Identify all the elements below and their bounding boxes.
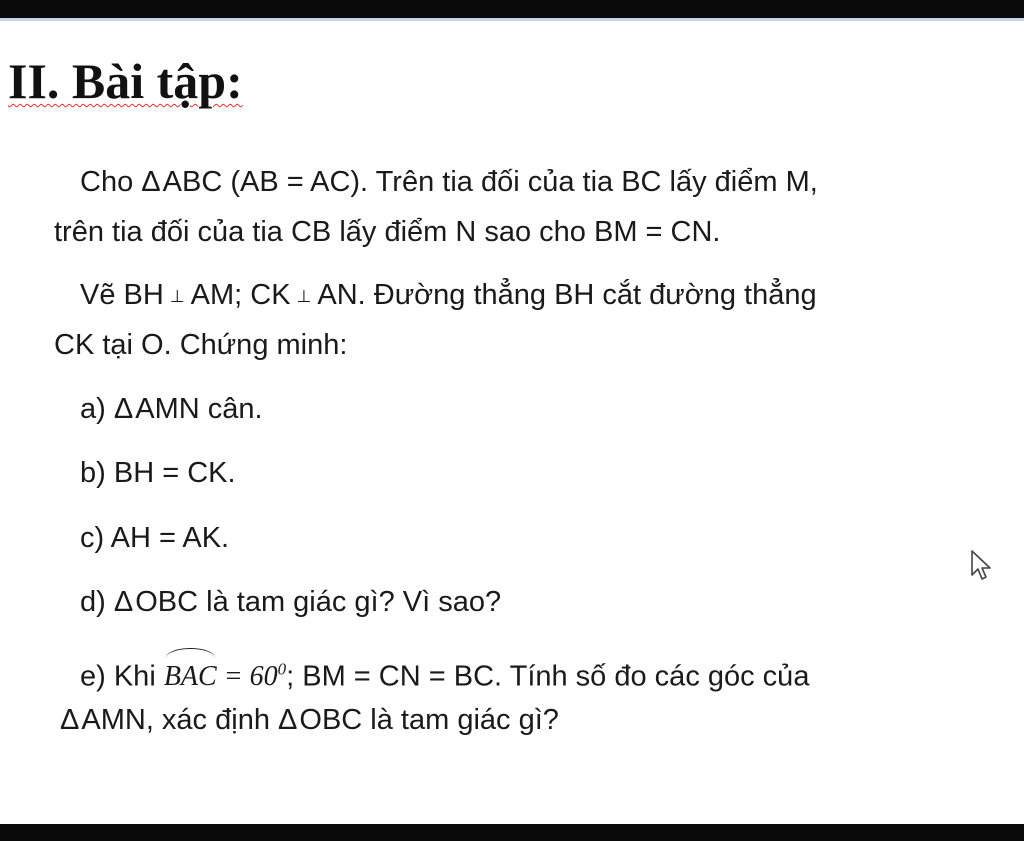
item-e-label: e) Khi	[80, 660, 156, 693]
triangle-symbol: Δ	[113, 586, 134, 618]
intro-text-b: ABC (AB = AC). Trên tia đối của tia BC lấy điểm M,	[162, 166, 818, 198]
degree-superscript: 0	[277, 660, 287, 679]
item-e-text-a: ; BM = CN = BC. Tính số đo các góc của	[286, 660, 810, 693]
item-b	[80, 448, 236, 498]
item-d-text: OBC là tam giác gì? Vì sao?	[135, 586, 502, 618]
triangle-symbol: Δ	[278, 704, 298, 736]
item-e-text-c: OBC là tam giác gì?	[299, 704, 559, 736]
item-a-label: a)	[80, 393, 106, 425]
item-e-line-2	[60, 695, 559, 745]
perpendicular-symbol: ⊥	[169, 287, 185, 306]
item-e-text-b: AMN, xác định	[81, 704, 279, 736]
intro-text-a: Cho	[80, 166, 142, 198]
item-e-line-1	[80, 645, 809, 702]
construction-text-d: CK tại O. Chứng minh:	[54, 329, 348, 361]
item-b-text: BH = CK.	[113, 457, 236, 489]
item-a-text: AMN cân.	[135, 393, 263, 425]
item-d-label: d)	[80, 586, 106, 618]
mouse-pointer-icon	[969, 549, 995, 583]
problem-intro-line-1	[80, 157, 818, 207]
triangle-symbol: Δ	[113, 393, 134, 425]
item-b-label: b)	[80, 457, 106, 489]
angle-bac: BAC	[164, 652, 217, 702]
item-a	[80, 384, 263, 434]
construction-text-a: Vẽ BH	[80, 279, 164, 311]
angle-bac-formula	[164, 661, 286, 692]
triangle-symbol: Δ	[141, 166, 161, 198]
construction-text-c: AN. Đường thẳng BH cắt đường thẳng	[317, 279, 817, 311]
section-heading-text: II. Bài tập:	[8, 53, 243, 109]
perpendicular-symbol: ⊥	[296, 287, 312, 306]
triangle-symbol: Δ	[60, 704, 80, 736]
item-c-text: AH = AK.	[110, 522, 230, 554]
problem-intro-line-2	[54, 207, 720, 257]
angle-value: = 60	[216, 661, 278, 693]
document-page	[0, 18, 1024, 824]
construction-line-2	[54, 320, 347, 370]
item-d	[80, 577, 501, 627]
construction-text-b: AM; CK	[190, 279, 291, 311]
construction-line-1	[80, 270, 817, 322]
item-c	[80, 513, 229, 563]
intro-text-c: trên tia đối của tia CB lấy điểm N sao cho BM = CN.	[54, 216, 721, 248]
item-c-label: c)	[80, 522, 105, 554]
section-heading	[8, 51, 243, 111]
